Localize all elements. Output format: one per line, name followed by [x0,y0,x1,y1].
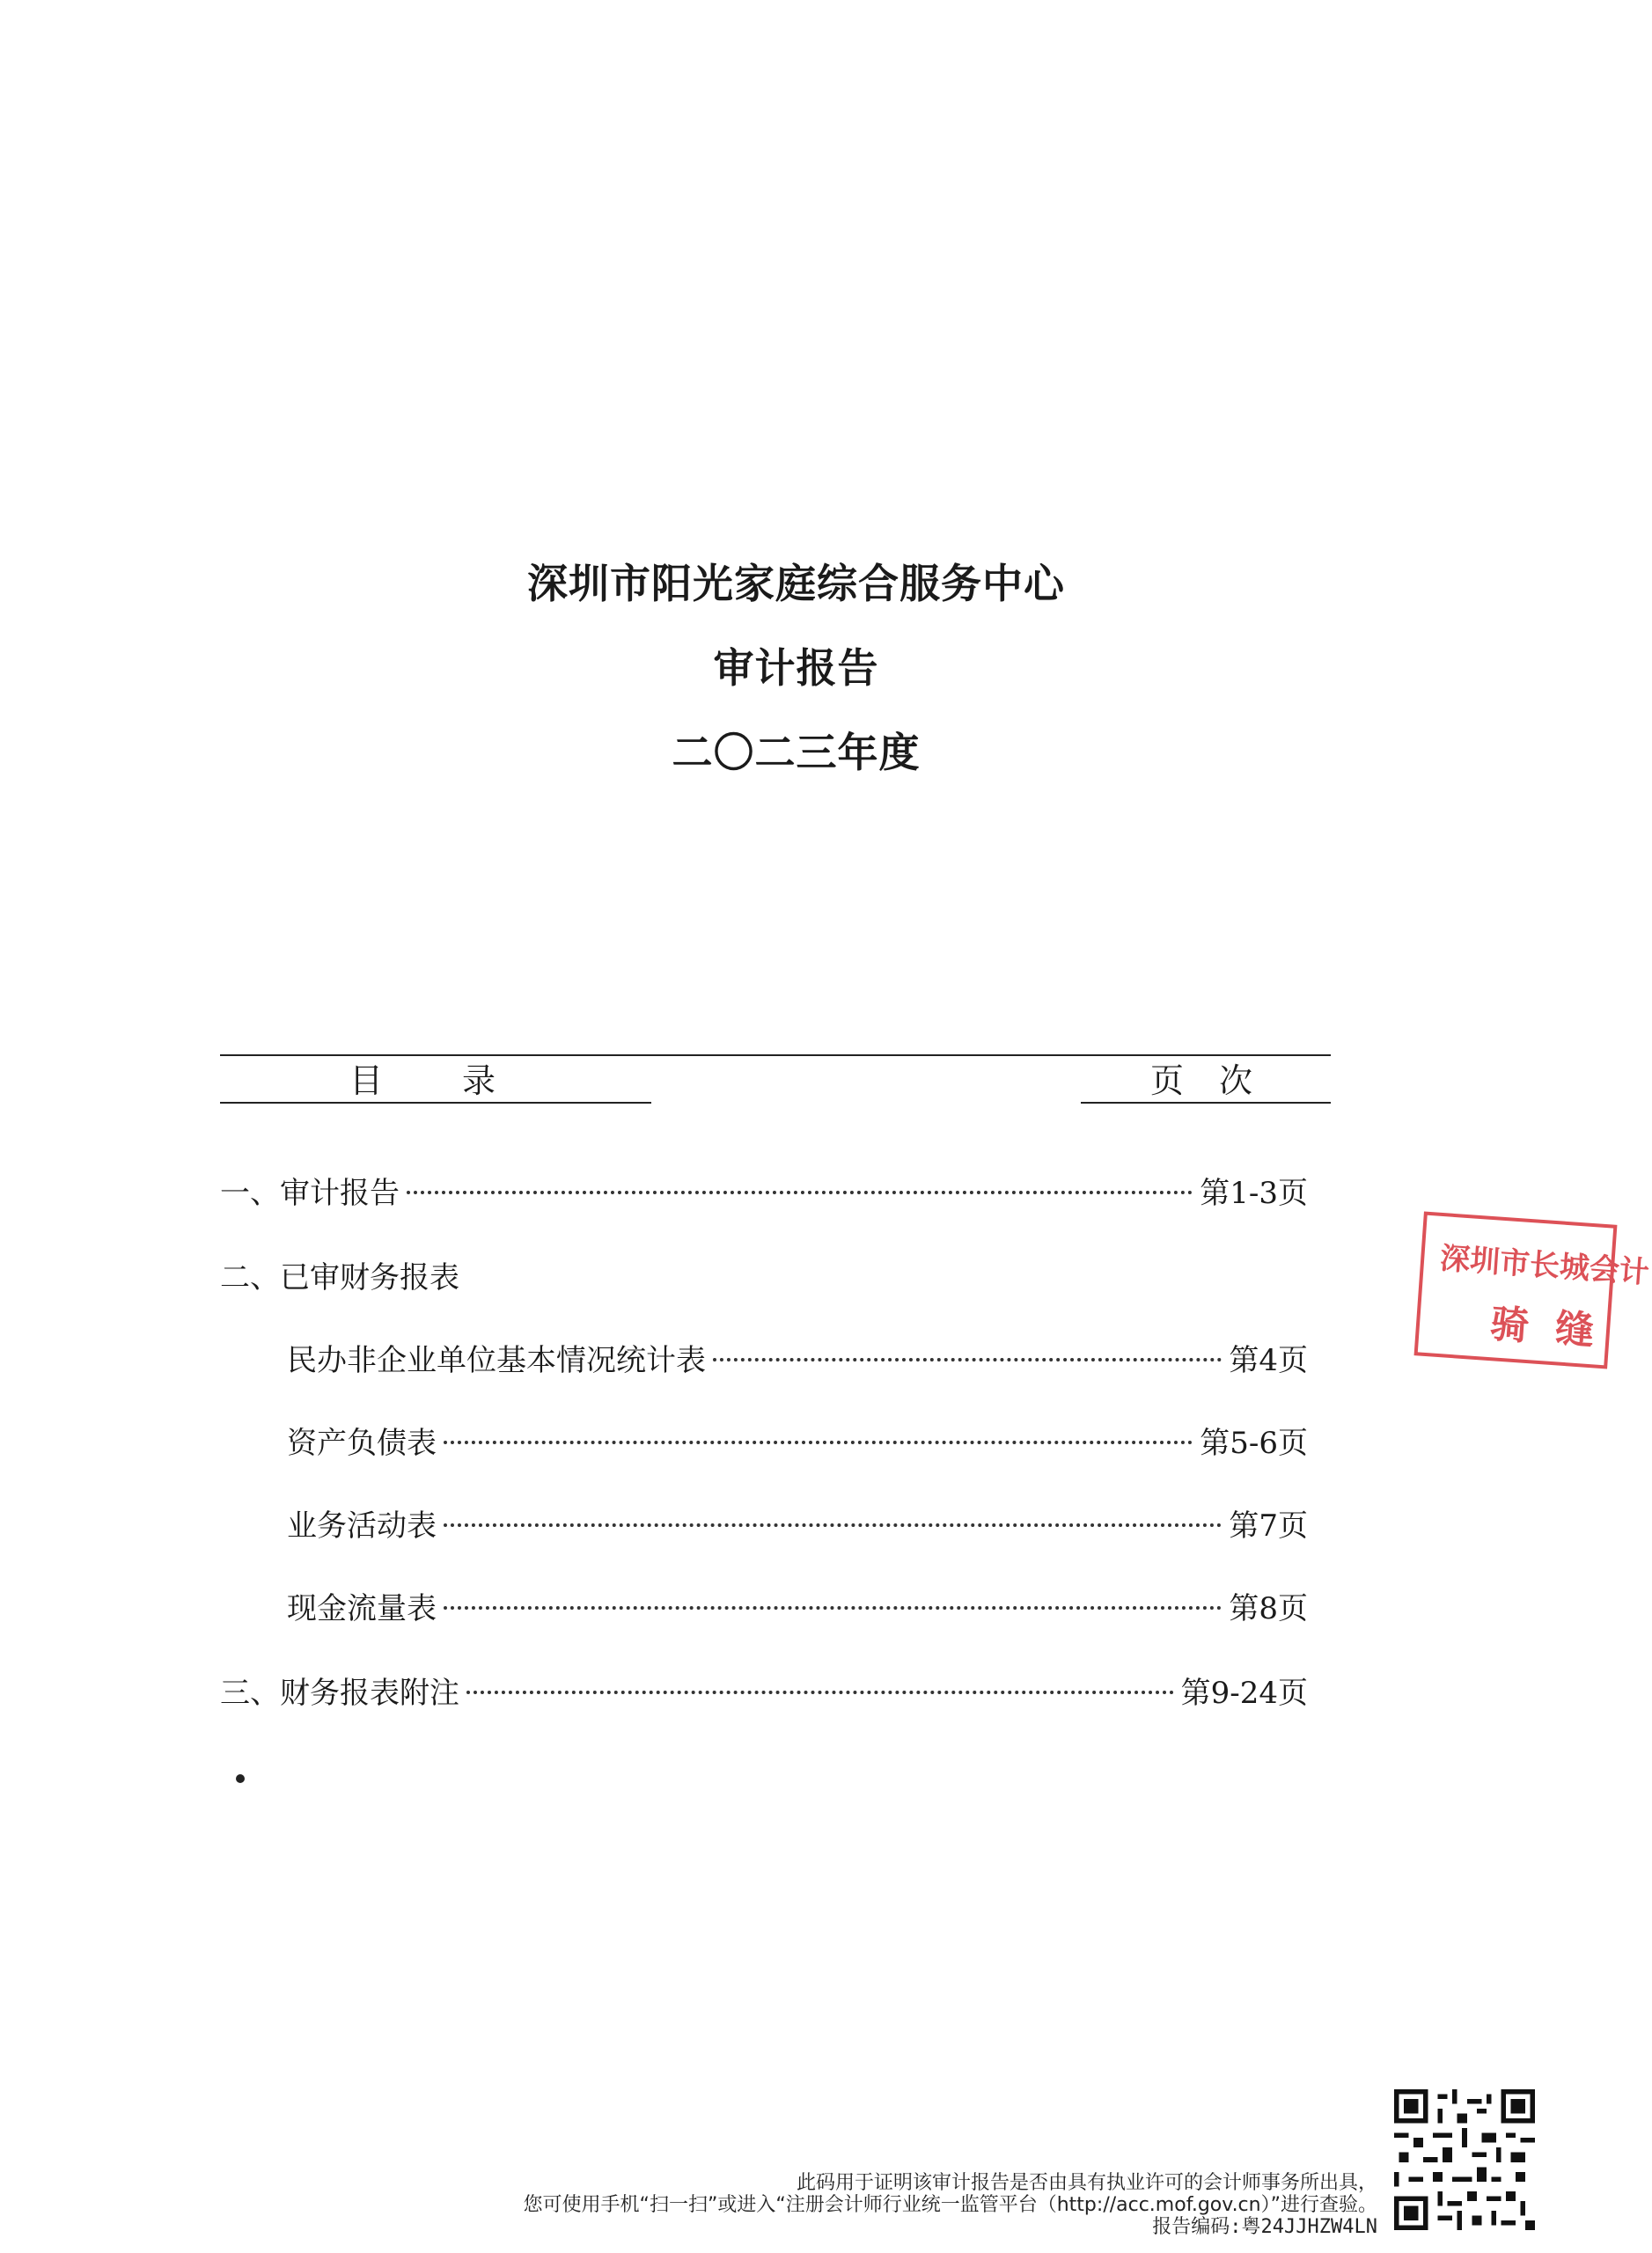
dot-leader [713,1358,1222,1361]
toc-top-rule [220,1054,1331,1056]
stamp-text-firm: 深圳市长城会计 [1438,1240,1651,1291]
dot-leader [444,1441,1193,1444]
toc-entry-page: 第9-24页 [1180,1676,1308,1711]
dot-leader [407,1191,1193,1194]
toc-entry-page: 第4页 [1229,1343,1308,1378]
toc-entry-page: 第7页 [1229,1508,1308,1544]
qr-code-icon[interactable] [1394,2089,1535,2230]
report-year: 二〇二三年度 [672,729,921,776]
stamp-text-seam: 骑缝 [1488,1302,1622,1356]
toc-entry-page: 第1-3页 [1200,1176,1308,1211]
toc-entry-activity-statement[interactable] [287,1507,1308,1545]
dot-leader [444,1523,1222,1527]
toc-entry-label: 一、审计报告 [220,1176,400,1211]
toc-entry-label: 现金流量表 [287,1591,437,1626]
toc-entry-basic-info-table[interactable] [287,1341,1308,1380]
toc-header-page: 页次 [1081,1060,1331,1104]
dot-leader [466,1691,1174,1694]
toc-entry-label: 民办非企业单位基本情况统计表 [287,1343,706,1378]
verification-note [524,2172,1377,2238]
toc-entry-label: 业务活动表 [287,1508,437,1544]
toc-entry-page: 第5-6页 [1200,1426,1308,1461]
toc-entry-page: 第8页 [1229,1591,1308,1626]
toc-header-contents: 目录 [220,1060,651,1104]
toc-entry-notes[interactable] [220,1674,1308,1713]
toc-entry-label: 三、财务报表附注 [220,1676,459,1711]
seal-stamp [1414,1212,1651,1369]
dot-leader [444,1606,1222,1610]
toc-entry-label: 二、已审财务报表 [220,1260,459,1295]
verification-line-1: 此码用于证明该审计报告是否由具有执业许可的会计师事务所出具， [796,2172,1377,2194]
verification-line-2: 您可使用手机“扫一扫”或进入“注册会计师行业统一监管平台（http://acc.mof.gov.cn）”进行查验。 [523,2194,1377,2216]
toc-entry-cash-flow[interactable] [287,1589,1308,1628]
stray-bullet-dot [236,1774,245,1783]
report-type-title: 审计报告 [713,644,879,692]
organization-name: 深圳市阳光家庭综合服务中心 [527,560,1065,607]
toc-entry-audited-statements[interactable] [220,1259,459,1297]
report-code: 报告编码:粤24JJHZW4LN [1152,2216,1377,2238]
toc-entry-label: 资产负债表 [287,1426,437,1461]
toc-entry-audit-report[interactable] [220,1174,1308,1213]
toc-entry-balance-sheet[interactable] [287,1424,1308,1463]
